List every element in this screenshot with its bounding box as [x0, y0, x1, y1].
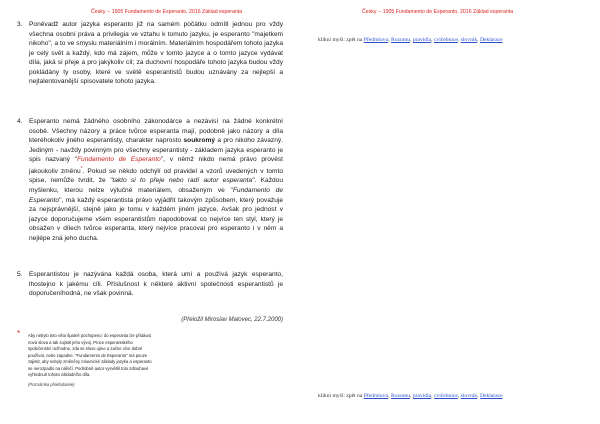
- page-header: Česky -- 1905 Fundamento de Esperanto, 2016 Základ esperanta: [362, 9, 514, 15]
- translator-note: (Poznámka překladatele): [28, 381, 75, 387]
- link-pravidla[interactable]: pravidla: [412, 37, 432, 43]
- link-slovnik[interactable]: slovník: [460, 393, 478, 399]
- nav-prefix: klikni myší: zpět na: [318, 393, 364, 399]
- text-run: ", v němž nikdo nemá právo provést jakoukoliv změnu: [29, 156, 283, 175]
- link-deklarace[interactable]: Deklarace: [479, 393, 503, 399]
- link-slovnik[interactable]: slovník: [460, 37, 478, 43]
- link-rozumu[interactable]: Rozumu: [391, 393, 411, 399]
- footnote: [17, 329, 157, 388]
- footnote-marker[interactable]: *: [80, 165, 83, 172]
- paragraph-4: [17, 117, 283, 243]
- text-run: . Pokud se někdo odchýlí od pravidel a vzorů uvedených v tomto spise, nemůže tvrdit, že: [29, 167, 283, 185]
- translator-signature: (Přeložil Miroslav Malovec, 22.7.2000): [181, 317, 283, 323]
- footnote-star: *: [17, 329, 21, 338]
- navigation-links-bottom: klikni myší: zpět na Předmluvu, Rozumu, pravidla, cvičebnice, slovník, Deklarace: [318, 393, 503, 399]
- paragraph-number: 5.: [17, 271, 23, 278]
- paragraph-text: Esperantistou je nazývána každá osoba, která umí a používá jazyk esperanto, lhostejno k jakému cíli. Příslušnost k některé aktivní společnosti esperantistů je doporučeníhodná, ne však povinná.: [29, 271, 283, 298]
- link-predmluva[interactable]: Předmluvu: [363, 37, 389, 43]
- bold-text: soukromý: [183, 137, 216, 145]
- text-run: . Každou myšlenku, kterou nelze výlučně materiálem, obsaženým ve ": [29, 177, 283, 195]
- nav-prefix: klikni myší: zpět na: [318, 37, 364, 43]
- link-cvicebnice[interactable]: cvičebnice: [433, 393, 458, 399]
- paragraph-3: [17, 20, 283, 87]
- page-header: Česky -- 1905 Fundamento de Esperanto, 2016 Základ esperanta: [91, 9, 243, 15]
- link-predmluva[interactable]: Předmluvu: [363, 393, 389, 399]
- footnote-text: Aby nebylo toto věta špatně pochopeno: do esperanta lze přidávat nová slova a tak zajistit jeho vývoj. Proce esperantského společenství rozhodne, zda se slovo ujme a začne více dobré používat, nebo zapadne. "Fundamento de Esperanto" má pouze zajistit, aby nebyly změněny mluvnické základy jazyka a esperanto se nerozpadlo na nářečí. Podrobně autor vysvětlil toto zdlouhavé vyhlednutí tohoto základního díla.: [28, 333, 152, 377]
- text-run: a pro nikoho závazný. Jediným - navždy povinným pro všechny esperantisty - základem jazyka esperanto je spis nazvaný ": [29, 137, 283, 164]
- right-page: [300, 0, 600, 424]
- fundamento-title: Fundamento de Esperanto: [77, 156, 161, 164]
- text-run: ", má každý esperantista právo vyjádřit takovým způsobem, který považuje za nejsprávnější, stejně jako je tomu v každém jiném jazyce. Avšak pro jednost v jazyce doporučujeme všem esperantistům napodobovat co nejvíce ten styl, který je obsažen v dílech tvůrce esperanta, který nejvíce pracoval pro esperanto i v něm a nejlépe zná jeho ducha.: [29, 196, 283, 242]
- text-run: Esperanto nemá žádného osobního zákonodárce a nezávisí na žádné konkrétní osobě. Všechny názory a práce tvůrce esperanta mají, podobně jako názory a díla kteréhokoliv jiného esperantisty, charakter naprosto: [29, 118, 283, 145]
- link-rozumu[interactable]: Rozumu: [391, 37, 411, 43]
- paragraph-text: [29, 117, 283, 243]
- paragraph-5: [17, 270, 283, 299]
- paragraph-number: 3.: [17, 21, 23, 28]
- link-deklarace[interactable]: Deklarace: [479, 37, 503, 43]
- paragraph-number: 4.: [17, 118, 23, 125]
- italic-quote: "takto si to přeje nebo radí autor esperanta": [110, 177, 255, 185]
- navigation-links-top: klikni myší: zpět na Předmluvu, Rozumu, pravidla, cvičebnice, slovník, Deklarace: [318, 37, 503, 43]
- fundamento-title: Fundamento de Esperanto: [29, 187, 283, 204]
- link-cvicebnice[interactable]: cvičebnice: [433, 37, 458, 43]
- paragraph-text: Poněvadž autor jazyka esperanto již na samém počátku odmítl jednou pro vždy všechna osobní práva a privilegia ve vztahu k tomuto jazyku, je esperanto "majetkem nikoho", a to ve smyslu materiálním i morálním. Materiálním hospodářem tohoto jazyka je celý svět a každý, kdo má zájem, může v tomto jazyce a o tomto jazyce vydávat díla, jaká si přeje a pro jakýkoliv cíl; za duchovní hospodáře tohoto jazyka budou vždy pokládány ty osoby, které ve světě esperantistů budou uznávány za nejlepší a nejtalentovanější spisovatele tohoto jazyka.: [29, 21, 283, 86]
- link-pravidla[interactable]: pravidla: [412, 393, 432, 399]
